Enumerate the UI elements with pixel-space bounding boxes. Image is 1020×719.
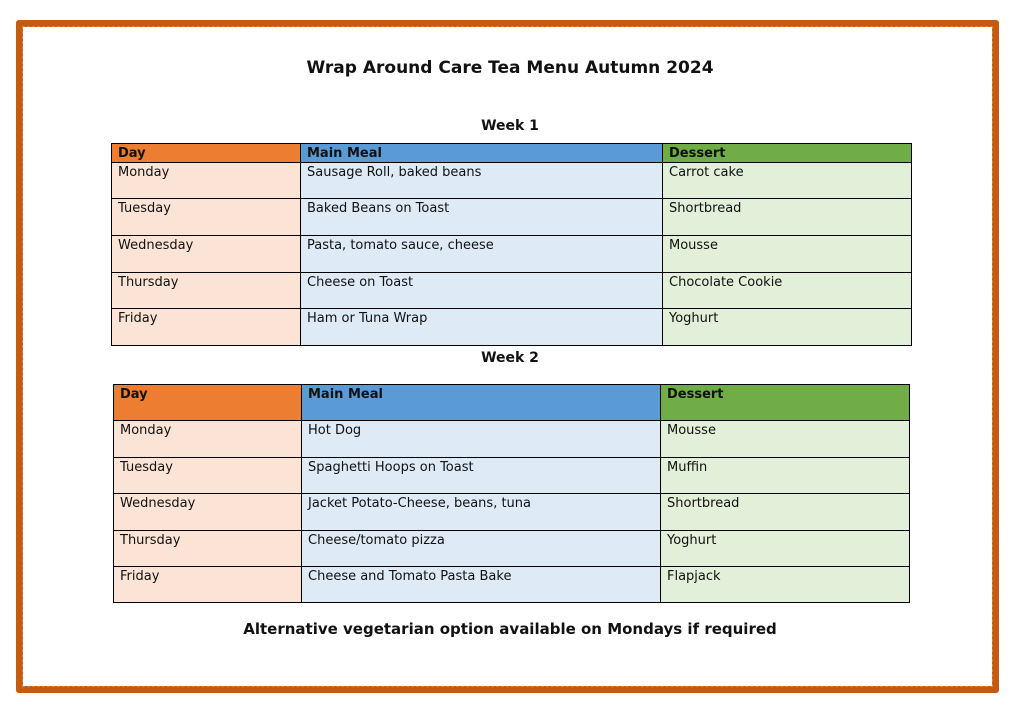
- table-row: [112, 163, 912, 199]
- day-cell: Friday: [114, 567, 302, 603]
- main-meal-cell: Spaghetti Hoops on Toast: [302, 458, 661, 494]
- week-1-heading: Week 1: [481, 118, 539, 134]
- header-day: Day: [114, 385, 302, 421]
- main-meal-cell: Pasta, tomato sauce, cheese: [301, 236, 663, 273]
- table-row: [112, 236, 912, 273]
- dessert-cell: Mousse: [661, 421, 910, 458]
- dessert-cell: Mousse: [663, 236, 912, 273]
- day-cell: Thursday: [114, 531, 302, 567]
- main-meal-cell: Cheese/tomato pizza: [302, 531, 661, 567]
- dessert-cell: Chocolate Cookie: [663, 273, 912, 309]
- main-meal-cell: Cheese and Tomato Pasta Bake: [302, 567, 661, 603]
- dessert-cell: Yoghurt: [663, 309, 912, 346]
- dessert-cell: Shortbread: [661, 494, 910, 531]
- day-cell: Monday: [112, 163, 301, 199]
- header-main-meal: Main Meal: [301, 144, 663, 163]
- dessert-cell: Shortbread: [663, 199, 912, 236]
- table-row: [112, 273, 912, 309]
- menu-title: Wrap Around Care Tea Menu Autumn 2024: [306, 58, 714, 78]
- table-row: [112, 199, 912, 236]
- main-meal-cell: Ham or Tuna Wrap: [301, 309, 663, 346]
- day-cell: Friday: [112, 309, 301, 346]
- table-row: [114, 421, 910, 458]
- main-meal-cell: Hot Dog: [302, 421, 661, 458]
- dessert-cell: Carrot cake: [663, 163, 912, 199]
- week-1-table: [111, 143, 912, 346]
- dessert-cell: Yoghurt: [661, 531, 910, 567]
- vegetarian-note: Alternative vegetarian option available on Mondays if required: [243, 620, 777, 638]
- header-day: Day: [112, 144, 301, 163]
- day-cell: Tuesday: [114, 458, 302, 494]
- table-row: [114, 458, 910, 494]
- table-header-row: [114, 385, 910, 421]
- header-dessert: Dessert: [663, 144, 912, 163]
- dessert-cell: Flapjack: [661, 567, 910, 603]
- table-row: [114, 531, 910, 567]
- main-meal-cell: Jacket Potato-Cheese, beans, tuna: [302, 494, 661, 531]
- table-row: [112, 309, 912, 346]
- day-cell: Thursday: [112, 273, 301, 309]
- main-meal-cell: Cheese on Toast: [301, 273, 663, 309]
- dessert-cell: Muffin: [661, 458, 910, 494]
- week-2-table: [113, 384, 910, 603]
- table-row: [114, 494, 910, 531]
- day-cell: Monday: [114, 421, 302, 458]
- main-meal-cell: Sausage Roll, baked beans: [301, 163, 663, 199]
- table-row: [114, 567, 910, 603]
- main-meal-cell: Baked Beans on Toast: [301, 199, 663, 236]
- table-header-row: [112, 144, 912, 163]
- header-dessert: Dessert: [661, 385, 910, 421]
- day-cell: Wednesday: [114, 494, 302, 531]
- day-cell: Wednesday: [112, 236, 301, 273]
- header-main-meal: Main Meal: [302, 385, 661, 421]
- week-2-heading: Week 2: [481, 350, 539, 366]
- day-cell: Tuesday: [112, 199, 301, 236]
